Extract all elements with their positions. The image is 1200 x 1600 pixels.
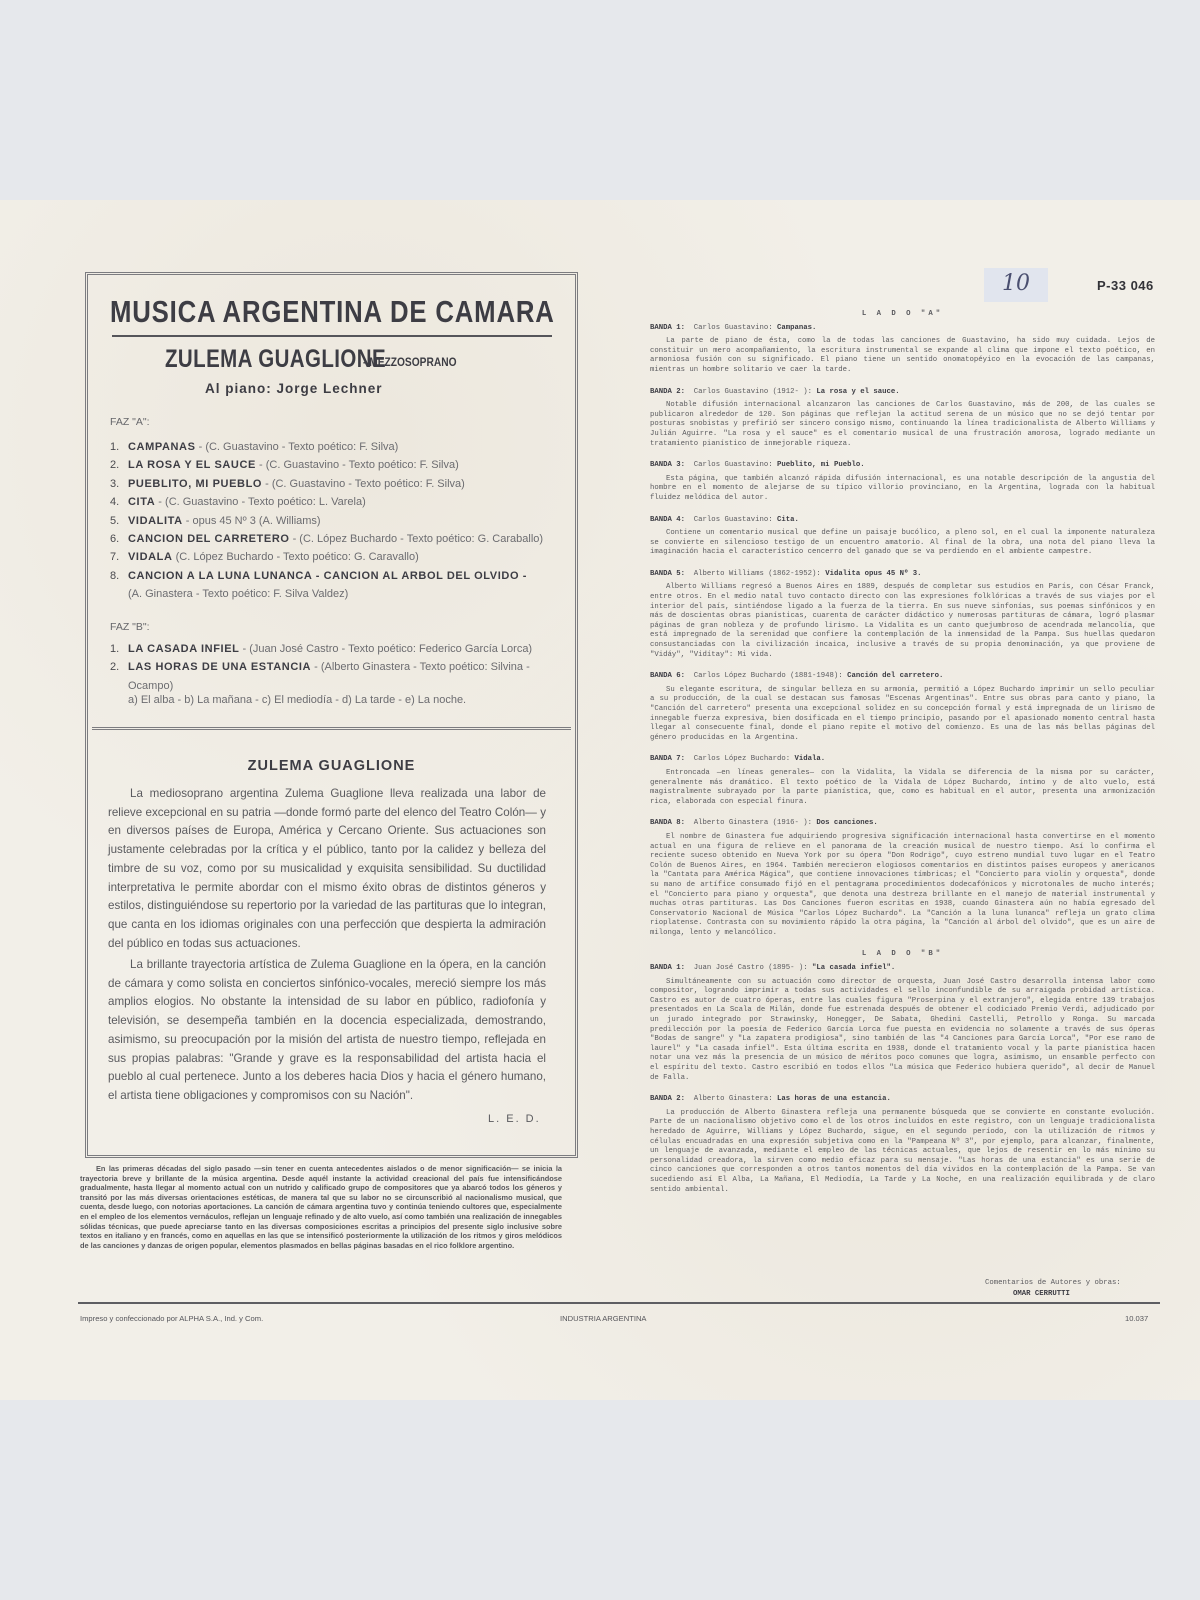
band-note [650,516,1155,558]
catalog-number: P-33 046 [1097,278,1154,293]
band-description: Contiene un comentario musical que define un paisaje bucólico, a pleno sol, en el cual la imponente naturaleza se convierte en silencioso testigo de un encuentro amatorio. Al final de la obra, una nota del piano lleva la imaginación hacia el característico cencerro del ganado que se va perdiendo en el ambiente campestre. [650,529,1155,557]
track-item: 7. VIDALA (C. López Buchardo - Texto poético: G. Caravallo) [110,551,419,564]
album-title: MUSICA ARGENTINA DE CAMARA [110,294,555,329]
track-item: 8. CANCION A LA LUNA LUNANCA - CANCION AL ARBOL DEL OLVIDO - [110,569,528,582]
band-description: El nombre de Ginastera fue adquiriendo progresiva significación internacional hasta convertirse en el momento actual en una figura de relieve en el panorama de la creación musical de nuestro tiempo. Así lo confirma el reciente suceso obtenido en Nueva York por su ópera "Don Rodrigo", cuyo estreno mundial tuvo lugar en el Teatro Colón de Buenos Aires, en 1964. También merecieron elogiosos comentarios en distintos países europeos y americanos la "Cantata para América Mágica", que contiene innovaciones tímbricas; el "Concierto para violín y orquesta", donde su mano de artífice consumado fijó en el pentagrama procedimientos dodecafónicos y microtonales de mucho interés; el "Concierto para piano y orquesta", que denota una destreza brillante en el manejo de material instrumental y muchas otras partituras. Las Dos Canciones fueron escritas en 1938, cuando Ginastera aún no había egresado del Conservatorio Nacional de Música "Carlos López Buchardo". La "Canción a la luna lunanca" refleja un grato clima rioplatense. Contrasta con su movimiento rápido la otra página, la "Canción al árbol del olvido", que es un aire de milonga, lento y melancólico. [650,832,1155,937]
band-heading: BANDA 1: Carlos Guastavino: Campanas. [650,323,817,332]
band-description: La producción de Alberto Ginastera refleja una permanente búsqueda que se convierte en constante evolución. Parte de un nacionalismo objetivo como el de los otros incluidos en este registro, con un lenguaje tradicionalista heredado de Aguirre, Williams y López Buchardo, sigue, en el segundo período, con la utilización de ritmos y células encuadradas en una expresión subjetiva como en la "Pampeana Nº 3", por ejemplo, para alcanzar, finalmente, un lenguaje de avanzada, mediante el empleo de las técnicas actuales, que lejos de resentir en lo más mínimo su personalidad creadora, la sirven como medio eficaz para su mensaje. "Las horas de una estancia" es una serie de cinco canciones que corresponden a otros tantos momentos del día vividos en la contemplación de la Pampa. Se van sucediendo así El Alba, La Mañana, El Mediodía, La Tarde y La Noche, en una realización equilibrada y de claro sentido ambiental. [650,1108,1155,1194]
side-a-label: FAZ "A": [110,416,150,428]
printer-credit: Impreso y confeccionado por ALPHA S.A., Ind. y Com. [80,1314,264,1323]
bio-paragraph: La brillante trayectoria artística de Zulema Guaglione en la ópera, en la canción de cámara y como solista en conciertos sinfónico-vocales, mereció siempre los más amplios elogios. No obstante la intensidad de su labor en público, radiofonía y televisión, se desempeña también en la docencia especializada, demostrando, asimismo, su preocupación por la misión del artista de nuestro tiempo, reflejada en sus propias palabras: "Grande y grave es la responsabilidad del artista hacia el pueblo al cual pertenece. Junto a los deberes hacia Dios y hacia el género humano, el artista tiene obligaciones y compromisos con su Nación". [108,958,546,1102]
band-note [650,461,1155,503]
band-note [650,1095,1155,1195]
band-heading: BANDA 3: Carlos Guastavino: Pueblito, mi Pueblo. [650,461,865,470]
band-heading: BANDA 1: Juan José Castro (1895- ): "La casada infiel". [650,964,896,973]
intro-note: En las primeras décadas del siglo pasado —sin tener en cuenta antecedentes aislados o de menor significación— se inicia la trayectoria breve y brillante de la música argentina. Desde aquél instante la actividad creacional del país fue intensificándose gradualmente, hasta llegar al momento actual con un nutrido y calificado grupo de compositores que ya abarcó todos los géneros y transitó por las más diversas orientaciones estéticas, de manera tal que su labor no se circunscribió al nacionalismo musical, que cuenta, desde luego, con notorias aportaciones. La canción de cámara argentina tuvo y continúa teniendo cultores que, especialmente en el empleo de los elementos vernáculos, reflejan un lenguaje refinado y de alto vuelo, así como también una realización de innegables sólidas técnicas, que puede apreciarse tanto en las diversas composiciones escritas a principios del presente siglo inclusive sobre textos en italiano y en francés, como en aquellas en las que se intensificó posteriormente la utilización de los ritmos y giros melódicos de las canciones y danzas de origen popular, elementos plasmados en bellas páginas basadas en el rico folklore argentino. [80,1164,562,1250]
artist-name: ZULEMA GUAGLIONE [165,345,387,373]
liner-notes [650,310,1155,1207]
band-heading: BANDA 8: Alberto Ginastera (1916- ): Dos canciones. [650,819,878,828]
artist-line [165,345,457,374]
pianist: Al piano: Jorge Lechner [205,381,383,396]
notes-credit [985,1278,1121,1300]
band-description: Notable difusión internacional alcanzaron las canciones de Carlos Guastavino, más de 200, de las cuales se publicaron alrededor de 120. Son páginas que reflejan la actitud serena de un músico que no se dejó tentar por posturas snobistas y prefirió ser sincero consigo mismo, continuando la línea tradicionalista de Alberto Williams y Julián Aguirre. "La rosa y el sauce" es el comentario musical de una frustración amorosa, logrado mediante un tratamiento pianístico de inmejorable riqueza. [650,401,1155,448]
side-heading: L A D O "A" [861,310,944,318]
artist-role: - MEZZOSOPRANO [363,355,457,369]
track-item: 6. CANCION DEL CARRETERO - (C. López Buchardo - Texto poético: G. Caraballo) [110,532,544,545]
band-description: Entroncada —en líneas generales— con la Vidalita, la Vidala se diferencia de la misma por su carácter, generalmente más dramático. El texto poético de la Vidala de López Buchardo, íntimo y de alto vuelo, está magistralmente subrayado por la parte pianística, que, como es habitual en el autor, presenta una armonización rica, elaborada con especial finura. [650,768,1155,806]
side-b-label: FAZ "B": [110,621,150,633]
band-heading: BANDA 2: Alberto Ginastera: Las horas de una estancia. [650,1095,891,1104]
band-description: Su elegante escritura, de singular belleza en su armonía, permitió a López Buchardo imprimir un sello peculiar a su producción, de la cual se destacan sus famosas "Escenas Argentinas". Entre sus obras para canto y piano, la "Canción del carretero" presenta una excepcional solidez en su concepción formal y está impregnada de un lirismo de innegable fuerza expresiva, bien dosificada en el tiempo principio, pasando por el apasionado momento central hasta llegar al consecuente final, donde el piano repite el motivo del comienzo. Es una de las más bellas páginas del género producidas en la Argentina. [650,685,1155,742]
side-b-tracklist [110,643,560,712]
bottom-rule [78,1302,1160,1304]
origin-label: INDUSTRIA ARGENTINA [560,1314,647,1323]
band-note [650,672,1155,743]
band-heading: BANDA 2: Carlos Guastavino (1912- ): La rosa y el sauce. [650,387,900,396]
bio-signature: L. E. D. [488,1113,541,1125]
side-heading: L A D O "B" [861,950,944,959]
band-note [650,755,1155,807]
band-note [650,964,1155,1083]
track-item: 2. LAS HORAS DE UNA ESTANCIA - (Alberto Ginastera - Texto poético: Silvina - [110,661,530,674]
credit-name: OMAR CERRUTTI [1013,1290,1070,1298]
bio-paragraph: La mediosoprano argentina Zulema Guaglione lleva realizada una labor de relieve excepcional en su patria —donde formó parte del elenco del Teatro Colón— y en diversos países de Europa, América y Cercano Oriente. Sus actuaciones son justamente celebradas por la crítica y el público, tanto por la calidez y belleza del timbre de su voz, como por su musicalidad y exquisita sensibilidad. Su ductilidad interpretativa le permite abordar con el mismo éxito obras de distintos géneros y estilos, distinguiéndose su repertorio por la variedad de las partituras que lo integran, que canta en los idiomas originales con una perfección que despierta la admiración del público en todas sus actuaciones. [108,787,546,950]
track-credit-cont: (A. Ginastera - Texto poético: F. Silva Valdez) [128,588,349,601]
track-item: 1. LA CASADA INFIEL - (Juan José Castro - Texto poético: Federico García Lorca) [110,643,533,655]
band-heading: BANDA 6: Carlos López Buchardo (1881-1948): Canción del carretero. [650,672,944,681]
band-description: Esta página, que también alcanzó rápida difusión internacional, es una notable descripción de la angustia del hombre en el momento de alejarse de su típico villorio provinciano, en la Argentina, lograda con la habitual fluidez melódica del autor. [650,474,1155,502]
band-description: La parte de piano de ésta, como la de todas las canciones de Guastavino, ha sido muy cuidada. Lejos de constituir un mero acompañamiento, la escritura instrumental se expande al clima que impone el texto poético, en armoniosa fusión con su significado. El piano tiene un sentido onomatopéyico en la evocación de las campanas, mientras un hombre solitario ve caer la tarde. [650,337,1155,374]
track-item: 2. LA ROSA Y EL SAUCE - (C. Guastavino - Texto poético: F. Silva) [110,459,459,472]
band-note [650,324,1155,376]
credit-label: Comentarios de Autores y obras: [985,1279,1121,1287]
track-item: 5. VIDALITA - opus 45 Nº 3 (A. Williams) [110,514,321,527]
band-heading: BANDA 4: Carlos Guastavino: Cita. [650,515,799,524]
side-a-tracklist [110,441,560,607]
band-heading: BANDA 5: Alberto Williams (1862-1952): Vidalita opus 45 Nº 3. [650,569,922,578]
band-note [650,388,1155,450]
band-note [650,819,1155,938]
box-divider [92,727,571,730]
bio-title: ZULEMA GUAGLIONE [247,758,416,774]
band-description: Alberto Williams regresó a Buenos Aires en 1889, después de completar sus estudios en París, con César Franck, entre otros. En el medio natal tuvo contacto directo con las expresiones folklóricas a través de sus viajes por el interior del país, sintiéndose ligado a la fuerza de la tierra. En sus nueve sinfonías, sus poemas sinfónicos y en más de doscientas obras pianísticas, cuarenta de carácter didáctico y numerosas partituras de cámara, logró plasmar páginas de gran nobleza y de profundo lirismo. La Vidalita es un canto quejumbroso de acendrada melancolía, que está impregnado de la serenidad que confiere la contemplación de la inmensidad de la Pampa. Sus huellas quedaron consustanciadas con la civilización incaica, inclusive a través de su propia denominación, ya que proviene de "Vidáy", "Vidítay": Mi vida. [650,583,1155,659]
track-credit-cont: Ocampo) [128,679,174,692]
band-description: Simultáneamente con su actuación como director de orquesta, Juan José Castro desarrolla intensa labor como compositor, logrando imprimir a todas sus actividades el sello inconfundible de su arraigada probidad artística. Castro es autor de cuatro óperas, entre las cuales figura "Proserpina y el extranjero", elegida entre 139 trabajos presentados en La Scala de Milán, donde fue estrenada después de obtener el codiciado Premio Verdi, adjudicado por un jurado integrado por Strawinsky, Honegger, De Sabata, Ghedini Castelli, Petrollo y Ronga. Su marcada predilección por la poesía de Federico García Lorca fue puesta en evidencia no solamente a través de sus óperas "Bodas de sangre" y "La zapatera prodigiosa", sino también de las "4 Canciones para García Lorca", "Por ese ramo de laurel" y "La casada infiel". Esta última escrita en 1938, donde el tratamiento vocal y la parte pianística hacen notar una vez más la presencia de un músico de méritos poco comunes que logra, asimismo, un ensamble perfecto con el espíritu del texto. Castro escribió en todos ellos "La música que Federico hubiera querido", al decir de Manuel de Falla. [650,977,1155,1082]
track-item: 3. PUEBLITO, MI PUEBLO - (C. Guastavino - Texto poético: F. Silva) [110,477,465,490]
title-rule [112,335,552,337]
track-item: 4. CITA - (C. Guastavino - Texto poético: L. Varela) [110,496,366,509]
handwritten-number: 10 [984,268,1048,302]
track-parts: a) El alba - b) La mañana - c) El mediodía - d) La tarde - e) La noche. [128,693,467,706]
print-code: 10.037 [1125,1314,1149,1323]
track-item: 1. CAMPANAS - (C. Guastavino - Texto poético: F. Silva) [110,441,399,453]
band-note [650,570,1155,660]
band-heading: BANDA 7: Carlos López Buchardo: Vidala. [650,755,826,764]
